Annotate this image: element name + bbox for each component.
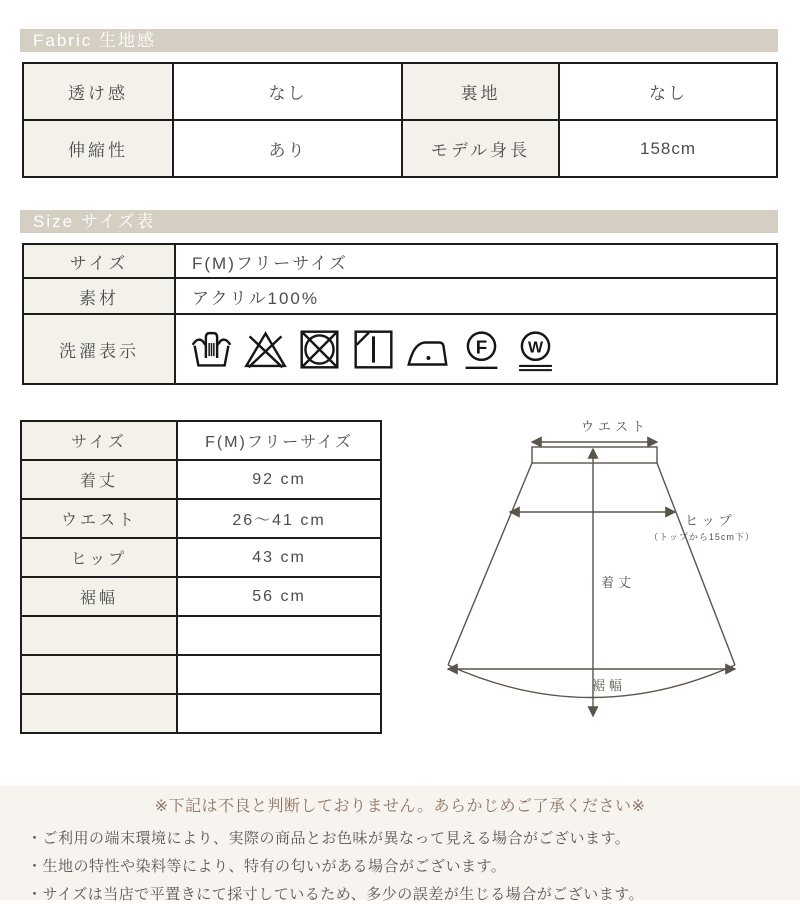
spec-value-material: アクリル100% — [175, 278, 777, 314]
meas-value-waist: 26〜41 cm — [177, 499, 381, 538]
table-row — [23, 314, 777, 384]
diagram-hem-label: 裾幅 — [591, 678, 627, 693]
meas-value-empty — [177, 616, 381, 655]
meas-label-empty — [21, 694, 177, 733]
spec-table — [22, 243, 778, 385]
measurements-table — [20, 420, 382, 734]
fabric-label-sheerness: 透け感 — [23, 63, 173, 120]
table-row — [21, 655, 381, 694]
fabric-label-stretch: 伸縮性 — [23, 120, 173, 177]
meas-label-empty — [21, 655, 177, 694]
care-row-label: 洗濯表示 — [23, 314, 175, 384]
meas-value-empty — [177, 655, 381, 694]
care-iron-low-heat-icon — [405, 327, 450, 372]
diagram-hip-label: ヒップ — [685, 513, 736, 528]
spec-label-material: 素材 — [23, 278, 175, 314]
care-do-not-tumble-dry-icon — [297, 327, 342, 372]
list-item: ・生地の特性や染料等により、特有の匂いがある場合がございます。 — [27, 858, 507, 875]
svg-text:W: W — [527, 338, 544, 356]
svg-text:F: F — [475, 335, 488, 357]
care-hang-dry-shade-icon — [351, 327, 396, 372]
list-item: ・ご利用の端末環境により、実際の商品とお色味が異なって見える場合がございます。 — [27, 830, 631, 847]
meas-value-length: 92 cm — [177, 460, 381, 499]
spec-label-size: サイズ — [23, 244, 175, 278]
table-row — [21, 694, 381, 733]
fabric-value-lining: なし — [559, 63, 777, 120]
care-do-not-bleach-icon — [243, 327, 288, 372]
meas-label-hem: 裾幅 — [21, 577, 177, 616]
diagram-waist-label: ウエスト — [580, 419, 650, 434]
meas-label-length: 着丈 — [21, 460, 177, 499]
table-row — [23, 244, 777, 278]
diagram-left-seam — [448, 463, 532, 665]
meas-value-empty — [177, 694, 381, 733]
table-row — [21, 616, 381, 655]
fabric-section-header: Fabric 生地感 — [20, 29, 778, 52]
fabric-value-sheerness: なし — [173, 63, 402, 120]
table-row — [21, 499, 381, 538]
diagram-waistband — [532, 447, 657, 463]
table-row — [21, 538, 381, 577]
table-row — [23, 278, 777, 314]
meas-label-empty — [21, 616, 177, 655]
skirt-measurement-diagram — [425, 412, 800, 737]
care-wet-clean-w-icon — [513, 327, 558, 372]
care-hand-wash-icon — [189, 327, 234, 372]
table-row — [23, 63, 777, 120]
care-symbols-row — [176, 327, 775, 372]
notice-list — [0, 825, 800, 909]
meas-label-hip: ヒップ — [21, 538, 177, 577]
fabric-label-model-height: モデル身長 — [402, 120, 559, 177]
notice-title: ※下記は不良と判断しておりません。あらかじめご了承ください※ — [154, 798, 646, 815]
care-dry-clean-f-icon — [459, 327, 504, 372]
list-item: ・サイズは当店で平置きにて採寸しているため、多少の誤差が生じる場合がございます。 — [27, 886, 645, 903]
diagram-right-seam — [657, 463, 735, 665]
meas-label-size: サイズ — [21, 421, 177, 460]
meas-value-hem: 56 cm — [177, 577, 381, 616]
table-row — [21, 577, 381, 616]
fabric-value-stretch: あり — [173, 120, 402, 177]
diagram-length-label: 着丈 — [601, 575, 636, 590]
size-section-header: Size サイズ表 — [20, 210, 778, 233]
table-row — [21, 421, 381, 460]
fabric-label-lining: 裏地 — [402, 63, 559, 120]
meas-value-size: F(M)フリーサイズ — [177, 421, 381, 460]
table-row — [23, 120, 777, 177]
fabric-table — [22, 62, 778, 178]
table-row — [21, 460, 381, 499]
fabric-value-model-height: 158cm — [559, 120, 777, 177]
diagram-hip-note: （トップから15cm下） — [649, 532, 755, 542]
spec-value-size: F(M)フリーサイズ — [175, 244, 777, 278]
meas-value-hip: 43 cm — [177, 538, 381, 577]
meas-label-waist: ウエスト — [21, 499, 177, 538]
notice-section — [0, 786, 800, 903]
